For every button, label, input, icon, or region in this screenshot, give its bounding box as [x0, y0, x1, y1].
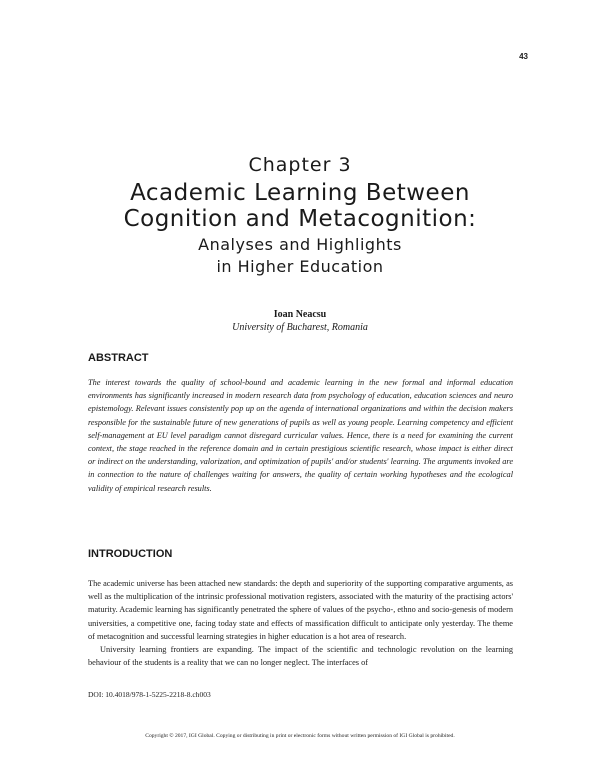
title-line-1: Academic Learning Between [130, 180, 470, 206]
introduction-paragraph: University learning frontiers are expanding. The impact of the scientific and technologic revolution on the learning behaviour of the students is a reality that we can no longer neglect. The interfaces of [88, 645, 513, 668]
page-number: 43 [519, 52, 528, 61]
author-affiliation: University of Bucharest, Romania [232, 322, 368, 333]
abstract-text: The interest towards the quality of school-bound and academic learning in the new formal and informal education environments has significantly increased in modern research data from psychology of education, education sciences and neuro epistemology. Relevant issues consistently pop up on the agenda of international organizations and within the decision makers responsible for the sustainable future of new generations of pupils as well as young people. Learning competency and efficient self-management at EU level paradigm cannot disregard curricular values. Hence, there is a need for examining the current context, the stage reached in the reference domain and in certain prestigious scientific research, whose impact is either direct or indirect on the understanding, valorization, and optimization of pupils' and/or students' learning. The arguments invoked are in connection to the nature of challenges waiting for answers, the quality of certain working hypotheses and the ecological validity of empirical research results. [88, 378, 513, 493]
title-line-2: Cognition and Metacognition: [123, 206, 477, 232]
introduction-paragraph: The academic universe has been attached new standards: the depth and superiority of the supporting comparative arguments, as well as the multiplication of the intrinsic professional motivation registers, associated with the maturity of the practising actors' maturity. Academic learning has significantly penetrated the sphere of values of the psycho-, ethno and socio-genesis of modern universities, a competitive one, facing today state and effects of massification difficult to anticipate only yesterday. The theme of metacognition and successful learning strategies in higher education is a hot area of research. [88, 579, 514, 641]
abstract-heading: ABSTRACT [88, 352, 149, 364]
copyright-footer: Copyright © 2017, IGI Global. Copying or distributing in print or electronic forms without written permission of IGI Global is prohibited. [145, 733, 455, 739]
author-name: Ioan Neacsu [273, 309, 327, 320]
introduction-body [88, 577, 513, 669]
introduction-heading: INTRODUCTION [88, 548, 173, 560]
chapter-label: Chapter 3 [248, 154, 352, 176]
author-block [0, 308, 600, 334]
subtitle-line-2: in Higher Education [216, 257, 384, 276]
subtitle-line-1: Analyses and Highlights [198, 235, 402, 254]
chapter-title [0, 180, 600, 278]
doi-line: DOI: 10.4018/978-1-5225-2218-8.ch003 [88, 690, 211, 699]
